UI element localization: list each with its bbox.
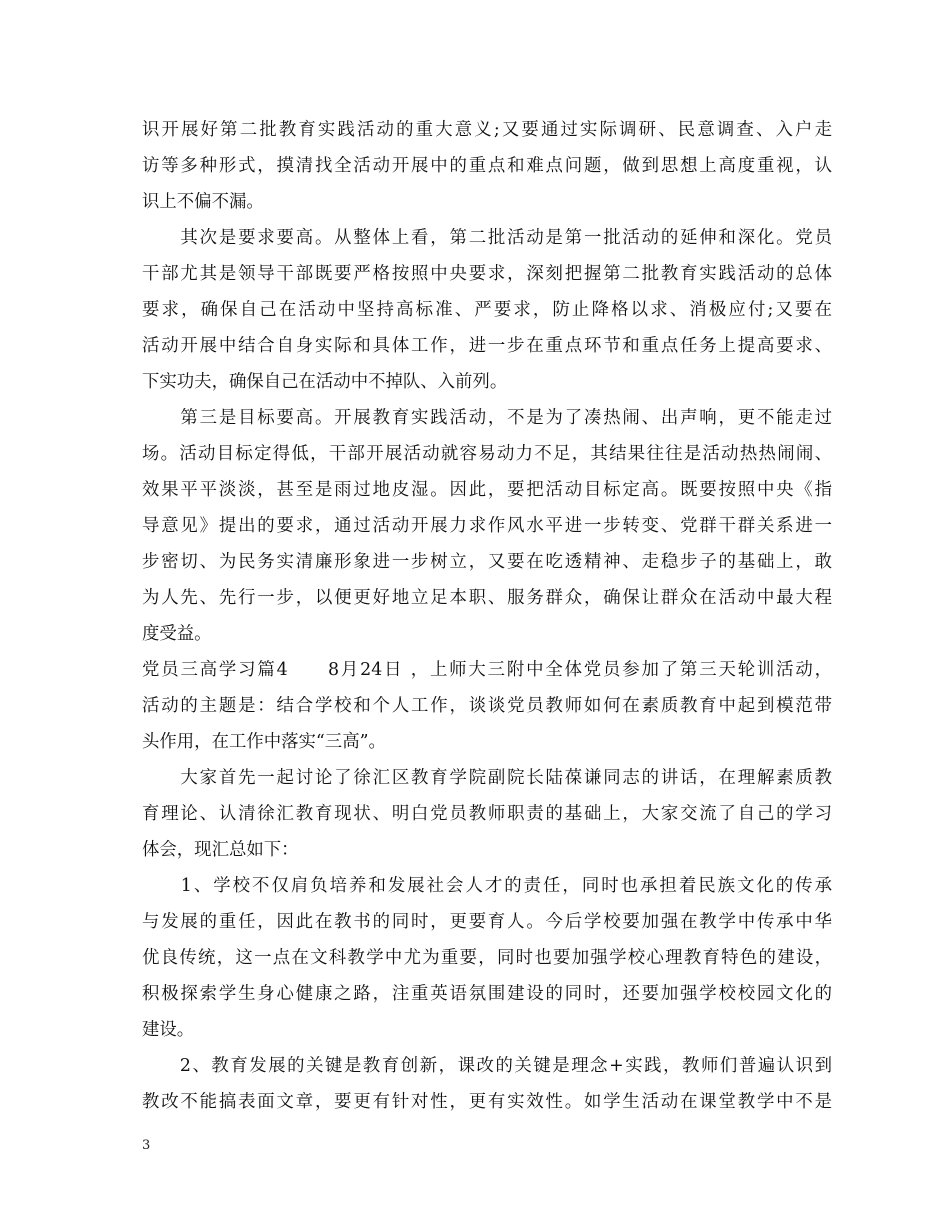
text-line: 场。活动目标定得低，干部开展活动就容易动力不足，其结果往往是活动热热闹闹、 — [142, 444, 832, 464]
text-line: 效果平平淡淡，甚至是雨过地皮湿。因此，要把活动目标定高。既要按照中央《指 — [142, 480, 832, 500]
text-line: 头作用，在工作中落实“三高”。 — [142, 732, 386, 752]
text-line: 2、教育发展的关键是教育创新，课改的关键是理念+实践，教师们普遍认识到 — [142, 1056, 832, 1076]
text-line: 活动开展中结合自身实际和具体工作，进一步在重点环节和重点任务上提高要求、 — [142, 336, 832, 356]
text-line: 识开展好第二批教育实践活动的重大意义;又要通过实际调研、民意调查、入户走 — [142, 120, 832, 140]
text-line: 建设。 — [142, 1020, 195, 1040]
text-line: 优良传统，这一点在文科教学中尤为重要，同时也要加强学校心理教育特色的建设， — [142, 948, 832, 968]
text-line: 1、学校不仅肩负培养和发展社会人才的责任，同时也承担着民族文化的传承 — [142, 876, 832, 896]
text-line: 积极探索学生身心健康之路，注重英语氛围建设的同时，还要加强学校校园文化的 — [142, 984, 832, 1004]
text-line: 育理论、认清徐汇教育现状、明白党员教师职责的基础上，大家交流了自己的学习 — [142, 804, 832, 824]
text-line: 干部尤其是领导干部既要严格按照中央要求，深刻把握第二批教育实践活动的总体 — [142, 264, 832, 284]
text-line: 访等多种形式，摸清找全活动开展中的重点和难点问题，做到思想上高度重视，认 — [142, 156, 832, 176]
text-line: 教改不能搞表面文章，要更有针对性，更有实效性。如学生活动在课堂教学中不是 — [142, 1092, 832, 1112]
text-line: 活动的主题是：结合学校和个人工作，谈谈党员教师如何在素质教育中起到模范带 — [142, 696, 832, 716]
text-line: 大家首先一起讨论了徐汇区教育学院副院长陆葆谦同志的讲话，在理解素质教 — [142, 768, 832, 788]
text-line: 要求，确保自己在活动中坚持高标准、严要求，防止降格以求、消极应付;又要在 — [142, 300, 832, 320]
text-line: 为人先、先行一步，以便更好地立足本职、服务群众，确保让群众在活动中最大程 — [142, 588, 832, 608]
text-line: 与发展的重任，因此在教书的同时，更要育人。今后学校要加强在教学中传承中华 — [142, 912, 832, 932]
text-line: 体会，现汇总如下： — [142, 840, 299, 860]
text-line: 其次是要求要高。从整体上看，第二批活动是第一批活动的延伸和深化。党员 — [142, 228, 832, 248]
document-body — [142, 112, 832, 1120]
text-line: 第三是目标要高。开展教育实践活动，不是为了凑热闹、出声响，更不能走过 — [142, 408, 832, 428]
text-line: 下实功夫，确保自己在活动中不掉队、入前列。 — [142, 372, 508, 392]
text-line: 步密切、为民务实清廉形象进一步树立，又要在吃透精神、走稳步子的基础上，敢 — [142, 552, 832, 572]
page-number: 3 — [142, 1138, 151, 1153]
text-line: 度受益。 — [142, 624, 212, 644]
text-line: 导意见》提出的要求，通过活动开展力求作风水平进一步转变、党群干群关系进一 — [142, 516, 832, 536]
text-line: 识上不偏不漏。 — [142, 192, 264, 212]
text-line: 党员三高学习篇4 8月24日 ，上师大三附中全体党员参加了第三天轮训活动， — [142, 660, 832, 680]
